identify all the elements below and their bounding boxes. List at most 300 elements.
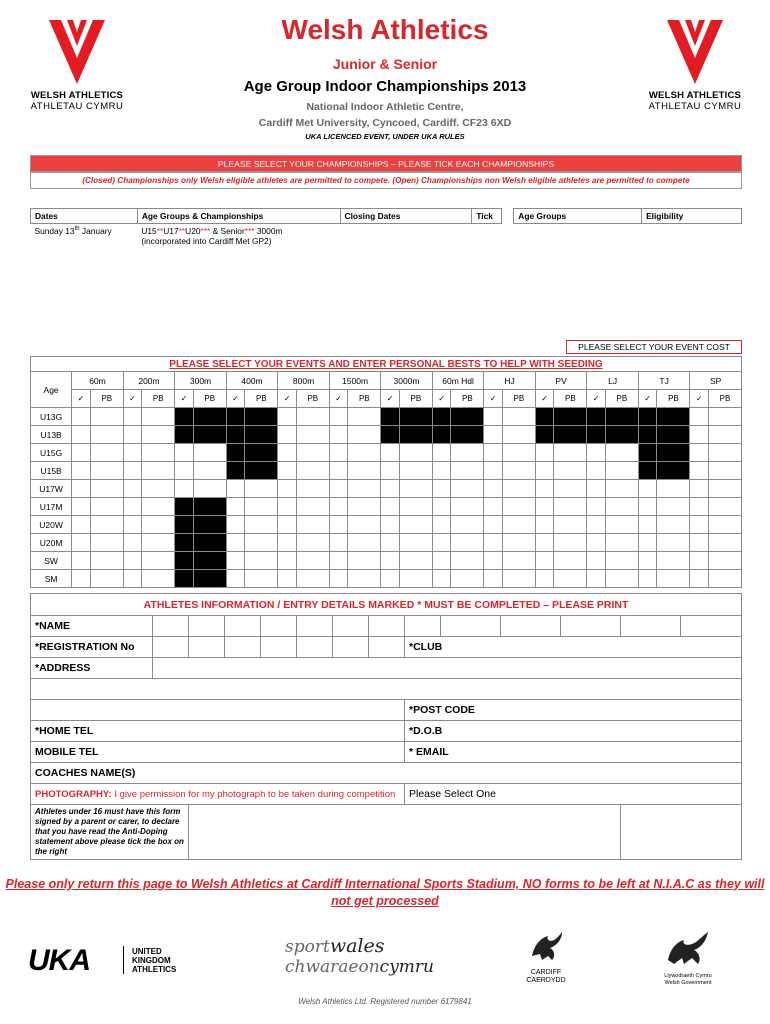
- event-tick-box[interactable]: [484, 408, 503, 426]
- event-tick-box[interactable]: [638, 552, 657, 570]
- event-tick-box[interactable]: [484, 426, 503, 444]
- event-tick-box[interactable]: [175, 462, 194, 480]
- unavailable-cell: [193, 498, 226, 516]
- event-tick-box[interactable]: [432, 552, 451, 570]
- event-tick-box[interactable]: [484, 480, 503, 498]
- event-header: 60m: [72, 372, 124, 390]
- event-tick-box[interactable]: [535, 444, 554, 462]
- event-tick-box[interactable]: [329, 534, 348, 552]
- event-tick-box[interactable]: [329, 480, 348, 498]
- event-pb-box[interactable]: [296, 498, 329, 516]
- event-tick-box[interactable]: [432, 480, 451, 498]
- event-pb-box[interactable]: [348, 570, 381, 588]
- event-tick-box[interactable]: [690, 498, 709, 516]
- event-tick-box[interactable]: [638, 498, 657, 516]
- event-pb-box[interactable]: [554, 480, 587, 498]
- event-pb-box[interactable]: [142, 498, 175, 516]
- event-pb-box[interactable]: [142, 444, 175, 462]
- event-tick-box[interactable]: [535, 534, 554, 552]
- event-header: 400m: [226, 372, 278, 390]
- reg-box[interactable]: [297, 637, 333, 658]
- event-header: TJ: [638, 372, 690, 390]
- event-pb-box[interactable]: [90, 426, 123, 444]
- logo-line1: WELSH ATHLETICS: [30, 90, 124, 101]
- championships-table: [30, 208, 742, 334]
- pb-header: PB: [451, 390, 484, 408]
- event-pb-box[interactable]: [502, 462, 535, 480]
- event-tick-box[interactable]: [690, 516, 709, 534]
- event-tick-box[interactable]: [72, 516, 91, 534]
- dob-label[interactable]: *D.O.B: [405, 721, 742, 742]
- event-tick-box[interactable]: [329, 408, 348, 426]
- event-pb-box[interactable]: [399, 516, 432, 534]
- reg-box[interactable]: [225, 637, 261, 658]
- event-pb-box[interactable]: [399, 570, 432, 588]
- event-pb-box[interactable]: [554, 534, 587, 552]
- event-pb-box[interactable]: [605, 480, 638, 498]
- event-tick-box[interactable]: [484, 534, 503, 552]
- sport-wales-logo: [285, 936, 445, 982]
- event-tick-box[interactable]: [381, 444, 400, 462]
- uka-line1: UNITED: [132, 947, 162, 956]
- athlete-form: [30, 593, 742, 860]
- event-tick-box[interactable]: [123, 516, 142, 534]
- event-tick-box[interactable]: [484, 516, 503, 534]
- event-pb-box[interactable]: [296, 552, 329, 570]
- event-tick-box[interactable]: [329, 462, 348, 480]
- group-u17: U17: [163, 226, 179, 236]
- event-tick-box[interactable]: [278, 570, 297, 588]
- event-tick-box[interactable]: [278, 426, 297, 444]
- event-tick-box[interactable]: [587, 552, 606, 570]
- event-pb-box[interactable]: [657, 516, 690, 534]
- event-tick-box[interactable]: [587, 498, 606, 516]
- reg-box[interactable]: [189, 637, 225, 658]
- event-tick-box[interactable]: [638, 534, 657, 552]
- unavailable-cell: [226, 444, 245, 462]
- col-eligibility: Eligibility: [642, 209, 742, 224]
- name-box[interactable]: [189, 616, 225, 637]
- event-pb-box[interactable]: [296, 426, 329, 444]
- date-sup: th: [74, 226, 80, 233]
- event-tick-box[interactable]: [381, 480, 400, 498]
- event-pb-box[interactable]: [90, 444, 123, 462]
- event-tick-box[interactable]: [484, 462, 503, 480]
- event-tick-box[interactable]: [72, 552, 91, 570]
- name-box[interactable]: [153, 616, 189, 637]
- event-pb-box[interactable]: [554, 444, 587, 462]
- events-row: [31, 570, 742, 588]
- event-pb-box[interactable]: [245, 570, 278, 588]
- pb-header: PB: [554, 390, 587, 408]
- name-box[interactable]: [405, 616, 441, 637]
- event-pb-box[interactable]: [399, 534, 432, 552]
- group-senior: & Senior: [210, 226, 245, 236]
- event-tick-box[interactable]: [123, 552, 142, 570]
- event-pb-box[interactable]: [296, 480, 329, 498]
- reg-box[interactable]: [153, 637, 189, 658]
- event-pb-box[interactable]: [708, 408, 741, 426]
- event-tick-box[interactable]: [587, 516, 606, 534]
- uka-mark: UKA: [28, 944, 90, 977]
- name-box[interactable]: [681, 616, 742, 637]
- event-pb-box[interactable]: [399, 498, 432, 516]
- tick-header: ✓: [690, 390, 709, 408]
- event-pb-box[interactable]: [296, 534, 329, 552]
- event-pb-box[interactable]: [657, 570, 690, 588]
- event-tick-box[interactable]: [638, 570, 657, 588]
- event-pb-box[interactable]: [348, 426, 381, 444]
- dragon-crest-icon: [526, 930, 566, 964]
- event-tick-box[interactable]: [587, 570, 606, 588]
- unavailable-cell: [226, 408, 245, 426]
- event-cost-select[interactable]: PLEASE SELECT YOUR EVENT COST: [566, 340, 742, 354]
- tick-header: ✓: [484, 390, 503, 408]
- event-pb-box[interactable]: [708, 570, 741, 588]
- event-pb-box[interactable]: [605, 498, 638, 516]
- event-tick-box[interactable]: [226, 570, 245, 588]
- reg-box[interactable]: [333, 637, 369, 658]
- event-pb-box[interactable]: [451, 552, 484, 570]
- event-pb-box[interactable]: [708, 462, 741, 480]
- event-pb-box[interactable]: [708, 498, 741, 516]
- event-pb-box[interactable]: [142, 516, 175, 534]
- address-field[interactable]: [153, 658, 742, 679]
- photography-select[interactable]: Please Select One: [405, 784, 742, 805]
- group-star: **: [156, 226, 164, 236]
- event-pb-box[interactable]: [142, 480, 175, 498]
- event-pb-box[interactable]: [296, 570, 329, 588]
- event-pb-box[interactable]: [142, 408, 175, 426]
- address-field-2[interactable]: [31, 679, 742, 700]
- event-tick-box[interactable]: [381, 534, 400, 552]
- event-pb-box[interactable]: [657, 480, 690, 498]
- event-pb-box[interactable]: [605, 462, 638, 480]
- event-pb-box[interactable]: [554, 498, 587, 516]
- coaches-label[interactable]: COACHES NAME(S): [31, 763, 742, 784]
- event-tick-box[interactable]: [329, 498, 348, 516]
- event-pb-box[interactable]: [554, 552, 587, 570]
- event-pb-box[interactable]: [90, 408, 123, 426]
- address-field-3[interactable]: [31, 700, 405, 721]
- event-tick-box[interactable]: [278, 480, 297, 498]
- events-row: [31, 534, 742, 552]
- event-pb-box[interactable]: [708, 426, 741, 444]
- event-tick-box[interactable]: [278, 498, 297, 516]
- event-tick-box[interactable]: [484, 498, 503, 516]
- event-pb-box[interactable]: [451, 516, 484, 534]
- event-pb-box[interactable]: [502, 516, 535, 534]
- event-pb-box[interactable]: [708, 480, 741, 498]
- event-pb-box[interactable]: [399, 552, 432, 570]
- event-pb-box[interactable]: [554, 516, 587, 534]
- event-tick-box[interactable]: [432, 570, 451, 588]
- event-pb-box[interactable]: [399, 462, 432, 480]
- event-pb-box[interactable]: [90, 498, 123, 516]
- event-header: 60m Hdl: [432, 372, 484, 390]
- event-pb-box[interactable]: [657, 498, 690, 516]
- event-tick-box[interactable]: [381, 552, 400, 570]
- spacer: [502, 209, 514, 224]
- event-pb-box[interactable]: [451, 480, 484, 498]
- event-tick-box[interactable]: [72, 426, 91, 444]
- event-tick-box[interactable]: [278, 444, 297, 462]
- reg-box[interactable]: [261, 637, 297, 658]
- event-pb-box[interactable]: [451, 570, 484, 588]
- name-box[interactable]: [501, 616, 561, 637]
- home-tel-label[interactable]: *HOME TEL: [31, 721, 405, 742]
- event-tick-box[interactable]: [381, 462, 400, 480]
- photography-text: I give permission for my photograph to be taken during competition: [111, 788, 396, 800]
- event-pb-box[interactable]: [708, 444, 741, 462]
- event-tick-box[interactable]: [72, 462, 91, 480]
- col-age-groups-2: Age Groups: [514, 209, 642, 224]
- event-tick-box[interactable]: [690, 444, 709, 462]
- event-tick-box[interactable]: [535, 570, 554, 588]
- anti-doping-tick-box[interactable]: [621, 805, 742, 860]
- event-pb-box[interactable]: [245, 534, 278, 552]
- event-pb-box[interactable]: [142, 570, 175, 588]
- event-pb-box[interactable]: [502, 498, 535, 516]
- event-tick-box[interactable]: [432, 444, 451, 462]
- reg-box[interactable]: [369, 637, 405, 658]
- name-box[interactable]: [297, 616, 333, 637]
- event-pb-box[interactable]: [142, 534, 175, 552]
- event-tick-box[interactable]: [535, 462, 554, 480]
- event-tick-box[interactable]: [226, 498, 245, 516]
- event-tick-box[interactable]: [329, 426, 348, 444]
- cardiff-text: CARDIFF: [530, 969, 562, 976]
- event-pb-box[interactable]: [708, 534, 741, 552]
- event-pb-box[interactable]: [708, 552, 741, 570]
- event-tick-box[interactable]: [123, 462, 142, 480]
- logo-line2: ATHLETAU CYMRU: [30, 101, 124, 112]
- event-pb-box[interactable]: [296, 408, 329, 426]
- tick-header: ✓: [432, 390, 451, 408]
- event-tick-box[interactable]: [690, 408, 709, 426]
- event-pb-box[interactable]: [399, 444, 432, 462]
- event-tick-box[interactable]: [72, 408, 91, 426]
- event-pb-box[interactable]: [348, 498, 381, 516]
- event-tick-box[interactable]: [484, 444, 503, 462]
- event-tick-box[interactable]: [690, 480, 709, 498]
- event-tick-box[interactable]: [175, 480, 194, 498]
- welsh-dragon-icon: [664, 930, 712, 968]
- event-pb-box[interactable]: [451, 534, 484, 552]
- name-box[interactable]: [333, 616, 369, 637]
- event-tick-box[interactable]: [226, 552, 245, 570]
- name-box[interactable]: [561, 616, 621, 637]
- venue-line1: National Indoor Athletic Centre,: [306, 101, 464, 113]
- event-tick-box[interactable]: [432, 498, 451, 516]
- event-pb-box[interactable]: [348, 462, 381, 480]
- event-pb-box[interactable]: [90, 534, 123, 552]
- group-star: ***: [200, 226, 211, 236]
- event-tick-box[interactable]: [638, 516, 657, 534]
- caerdydd-text: CAERDYDD: [526, 977, 566, 984]
- event-pb-box[interactable]: [296, 462, 329, 480]
- event-tick-box[interactable]: [72, 570, 91, 588]
- event-tick-box[interactable]: [226, 534, 245, 552]
- event-pb-box[interactable]: [554, 570, 587, 588]
- event-tick-box[interactable]: [123, 534, 142, 552]
- event-pb-box[interactable]: [605, 444, 638, 462]
- event-tick-box[interactable]: [381, 570, 400, 588]
- event-tick-box[interactable]: [690, 534, 709, 552]
- event-tick-box[interactable]: [72, 480, 91, 498]
- group-star: **: [178, 226, 186, 236]
- signature-box[interactable]: [189, 805, 621, 860]
- event-pb-box[interactable]: [245, 552, 278, 570]
- event-tick-box[interactable]: [226, 516, 245, 534]
- name-box[interactable]: [369, 616, 405, 637]
- event-pb-box[interactable]: [348, 552, 381, 570]
- event-pb-box[interactable]: [90, 570, 123, 588]
- event-pb-box[interactable]: [296, 444, 329, 462]
- name-box[interactable]: [261, 616, 297, 637]
- address-label: *ADDRESS: [31, 658, 153, 679]
- licence-note: UKA LICENCED EVENT, UNDER UKA RULES: [305, 132, 465, 141]
- event-pb-box[interactable]: [348, 408, 381, 426]
- event-pb-box[interactable]: [296, 516, 329, 534]
- event-tick-box[interactable]: [690, 426, 709, 444]
- event-tick-box[interactable]: [278, 534, 297, 552]
- event-header: 800m: [278, 372, 330, 390]
- event-pb-box[interactable]: [502, 570, 535, 588]
- event-tick-box[interactable]: [381, 498, 400, 516]
- event-tick-box[interactable]: [432, 462, 451, 480]
- event-tick-box[interactable]: [123, 408, 142, 426]
- event-pb-box[interactable]: [554, 462, 587, 480]
- event-pb-box[interactable]: [605, 570, 638, 588]
- event-tick-box[interactable]: [123, 480, 142, 498]
- event-tick-box[interactable]: [278, 408, 297, 426]
- event-tick-box[interactable]: [587, 480, 606, 498]
- event-pb-box[interactable]: [657, 534, 690, 552]
- event-pb-box[interactable]: [193, 480, 226, 498]
- registered-number: Welsh Athletics Ltd. Registered number 6179841: [298, 997, 472, 1006]
- event-tick-box[interactable]: [329, 516, 348, 534]
- event-pb-box[interactable]: [348, 480, 381, 498]
- event-tick-box[interactable]: [123, 570, 142, 588]
- event-tick-box[interactable]: [690, 552, 709, 570]
- event-pb-box[interactable]: [657, 552, 690, 570]
- event-pb-box[interactable]: [348, 444, 381, 462]
- event-pb-box[interactable]: [502, 426, 535, 444]
- event-pb-box[interactable]: [451, 462, 484, 480]
- event-tick-box[interactable]: [535, 552, 554, 570]
- event-tick-box[interactable]: [123, 426, 142, 444]
- name-box[interactable]: [225, 616, 261, 637]
- event-tick-box[interactable]: [123, 498, 142, 516]
- closing-cell: [340, 224, 472, 334]
- event-pb-box[interactable]: [90, 552, 123, 570]
- event-pb-box[interactable]: [451, 498, 484, 516]
- mobile-label[interactable]: MOBILE TEL: [31, 742, 405, 763]
- event-tick-box[interactable]: [535, 498, 554, 516]
- event-tick-box[interactable]: [690, 570, 709, 588]
- event-tick-box[interactable]: [535, 516, 554, 534]
- event-tick-box[interactable]: [432, 516, 451, 534]
- event-pb-box[interactable]: [502, 480, 535, 498]
- email-label[interactable]: * EMAIL: [405, 742, 742, 763]
- event-tick-box[interactable]: [329, 570, 348, 588]
- event-tick-box[interactable]: [278, 516, 297, 534]
- event-tick-box[interactable]: [72, 498, 91, 516]
- club-label[interactable]: *CLUB: [405, 637, 742, 658]
- event-pb-box[interactable]: [193, 444, 226, 462]
- event-pb-box[interactable]: [502, 552, 535, 570]
- event-tick-box[interactable]: [432, 534, 451, 552]
- unavailable-cell: [638, 426, 657, 444]
- event-pb-box[interactable]: [399, 480, 432, 498]
- event-tick-box[interactable]: [587, 444, 606, 462]
- event-tick-box[interactable]: [638, 480, 657, 498]
- event-pb-box[interactable]: [502, 408, 535, 426]
- tick-cell[interactable]: [472, 224, 502, 334]
- event-tick-box[interactable]: [587, 462, 606, 480]
- event-tick-box[interactable]: [278, 462, 297, 480]
- event-pb-box[interactable]: [348, 516, 381, 534]
- event-pb-box[interactable]: [605, 534, 638, 552]
- event-pb-box[interactable]: [90, 516, 123, 534]
- sw-cymru: cymru: [379, 957, 434, 977]
- event-tick-box[interactable]: [484, 570, 503, 588]
- tick-header: ✓: [587, 390, 606, 408]
- event-tick-box[interactable]: [484, 552, 503, 570]
- event-tick-box[interactable]: [72, 444, 91, 462]
- event-tick-box[interactable]: [690, 462, 709, 480]
- event-pb-box[interactable]: [502, 534, 535, 552]
- event-pb-box[interactable]: [193, 462, 226, 480]
- event-pb-box[interactable]: [90, 480, 123, 498]
- event-tick-box[interactable]: [278, 552, 297, 570]
- event-pb-box[interactable]: [348, 534, 381, 552]
- event-pb-box[interactable]: [142, 462, 175, 480]
- event-pb-box[interactable]: [502, 444, 535, 462]
- event-tick-box[interactable]: [72, 534, 91, 552]
- event-tick-box[interactable]: [381, 516, 400, 534]
- unavailable-cell: [587, 426, 606, 444]
- event-pb-box[interactable]: [142, 426, 175, 444]
- event-tick-box[interactable]: [587, 534, 606, 552]
- event-pb-box[interactable]: [708, 516, 741, 534]
- event-tick-box[interactable]: [329, 552, 348, 570]
- event-header: 3000m: [381, 372, 433, 390]
- event-pb-box[interactable]: [605, 516, 638, 534]
- unavailable-cell: [432, 426, 451, 444]
- event-pb-box[interactable]: [451, 444, 484, 462]
- pb-header: PB: [502, 390, 535, 408]
- event-pb-box[interactable]: [245, 516, 278, 534]
- event-tick-box[interactable]: [329, 444, 348, 462]
- event-pb-box[interactable]: [245, 480, 278, 498]
- event-pb-box[interactable]: [605, 552, 638, 570]
- name-box[interactable]: [441, 616, 501, 637]
- event-pb-box[interactable]: [245, 498, 278, 516]
- event-tick-box[interactable]: [175, 444, 194, 462]
- name-box[interactable]: [621, 616, 681, 637]
- event-tick-box[interactable]: [535, 480, 554, 498]
- unavailable-cell: [245, 426, 278, 444]
- col-tick: Tick: [472, 209, 502, 224]
- event-tick-box[interactable]: [123, 444, 142, 462]
- event-pb-box[interactable]: [90, 462, 123, 480]
- events-table: [30, 356, 742, 588]
- postcode-label[interactable]: *POST CODE: [405, 700, 742, 721]
- event-pb-box[interactable]: [142, 552, 175, 570]
- event-tick-box[interactable]: [226, 480, 245, 498]
